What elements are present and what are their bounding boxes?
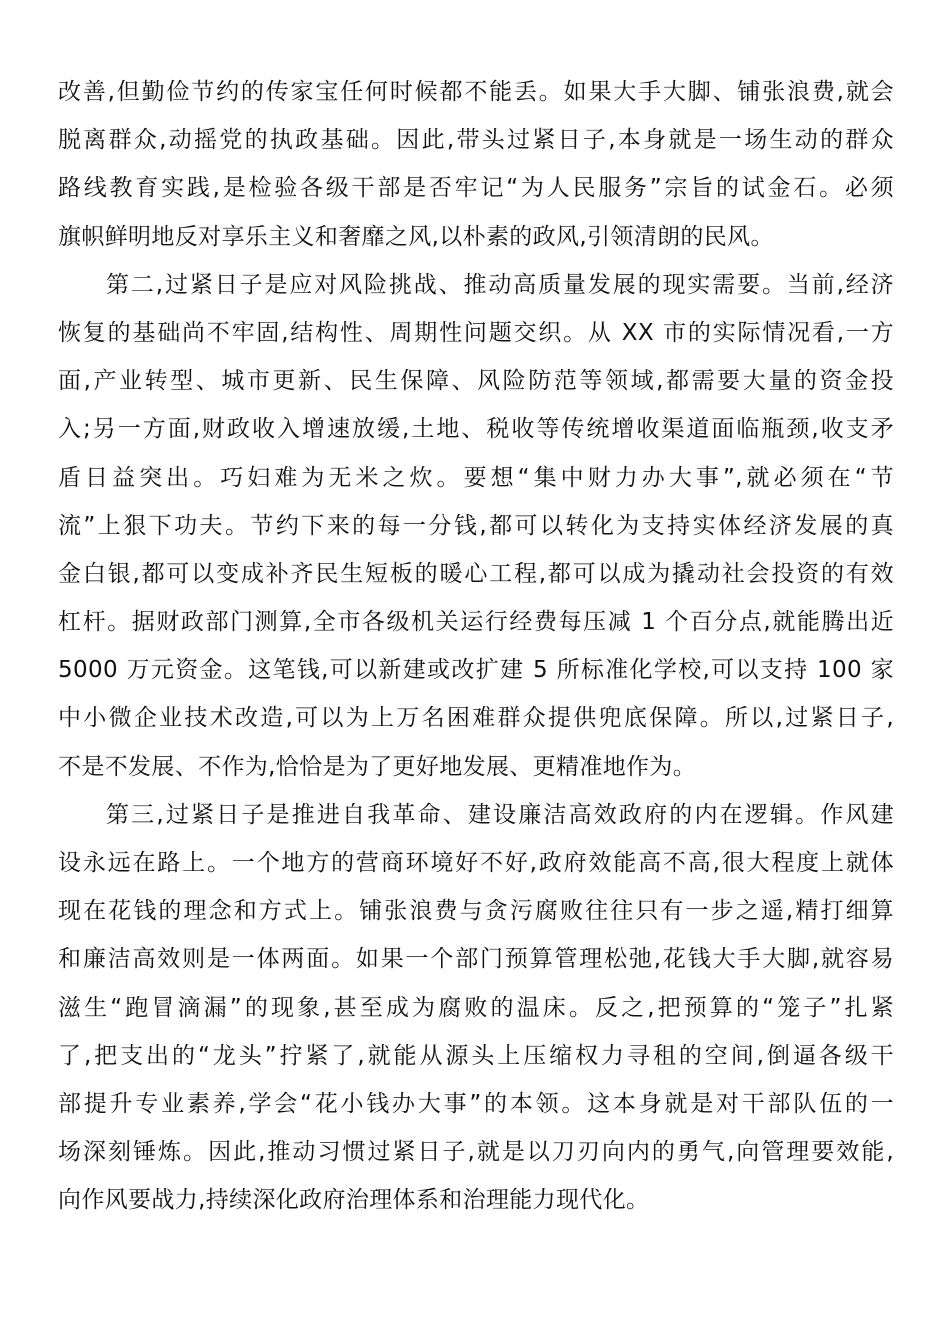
- text-line: 第三,过紧日子是推进自我革命、建设廉洁高效政府的内在逻辑。作风建: [106, 801, 894, 828]
- text-line: 设永远在路上。一个地方的营商环境好不好,政府效能高不高,很大程度上就体: [58, 850, 894, 876]
- text-line: 入;另一方面,财政收入增速放缓,土地、税收等传统增收渠道面临瓶颈,收支矛: [58, 416, 894, 443]
- paragraph-continuation: [58, 68, 894, 261]
- document-body: [58, 68, 894, 1225]
- text-line: 不是不发展、不作为,恰恰是为了更好地发展、更精准地作为。: [58, 753, 697, 780]
- text-line: 盾日益突出。巧妇难为无米之炊。要想“集中财力办大事”,就必须在“节: [58, 464, 894, 491]
- text-line: 脱离群众,动摇党的执政基础。因此,带头过紧日子,本身就是一场生动的群众: [58, 127, 894, 154]
- text-line: 杠杆。据财政部门测算,全市各级机关运行经费每压减 1 个百分点,就能腾出近: [58, 609, 894, 636]
- text-line: 流”上狠下功夫。节约下来的每一分钱,都可以转化为支持实体经济发展的真: [58, 512, 894, 539]
- text-line: 恢复的基础尚不牢固,结构性、周期性问题交织。从 XX 市的实际情况看,一方: [58, 319, 894, 346]
- text-line: 滋生“跑冒滴漏”的现象,甚至成为腐败的温床。反之,把预算的“笼子”扎紧: [58, 994, 894, 1021]
- text-line: 5000 万元资金。这笔钱,可以新建或改扩建 5 所标准化学校,可以支持 100 家: [58, 657, 894, 684]
- text-line: 路线教育实践,是检验各级干部是否牢记“为人民服务”宗旨的试金石。必须: [58, 175, 894, 202]
- text-line: 第二,过紧日子是应对风险挑战、推动高质量发展的现实需要。当前,经济: [106, 271, 894, 298]
- text-line: 中小微企业技术改造,可以为上万名困难群众提供兜底保障。所以,过紧日子,: [58, 705, 894, 732]
- paragraph-third: [58, 791, 894, 1225]
- text-line: 金白银,都可以变成补齐民生短板的暖心工程,都可以成为撬动社会投资的有效: [58, 560, 894, 587]
- text-line: 向作风要战力,持续深化政府治理体系和治理能力现代化。: [58, 1187, 650, 1214]
- text-line: 了,把支出的“龙头”拧紧了,就能从源头上压缩权力寻租的空间,倒逼各级干: [58, 1042, 894, 1069]
- text-line: 旗帜鲜明地反对享乐主义和奢靡之风,以朴素的政风,引领清朗的民风。: [58, 223, 774, 250]
- text-line: 部提升专业素养,学会“花小钱办大事”的本领。这本身就是对干部队伍的一: [58, 1090, 894, 1117]
- text-line: 面,产业转型、城市更新、民生保障、风险防范等领域,都需要大量的资金投: [58, 368, 894, 395]
- paragraph-second: [58, 261, 894, 791]
- text-line: 场深刻锤炼。因此,推动习惯过紧日子,就是以刀刃向内的勇气,向管理要效能,: [58, 1139, 894, 1166]
- text-line: 现在花钱的理念和方式上。铺张浪费与贪污腐败往往只有一步之遥,精打细算: [58, 898, 894, 925]
- text-line: 改善,但勤俭节约的传家宝任何时候都不能丢。如果大手大脚、铺张浪费,就会: [58, 79, 894, 105]
- text-line: 和廉洁高效则是一体两面。如果一个部门预算管理松弛,花钱大手大脚,就容易: [58, 946, 894, 973]
